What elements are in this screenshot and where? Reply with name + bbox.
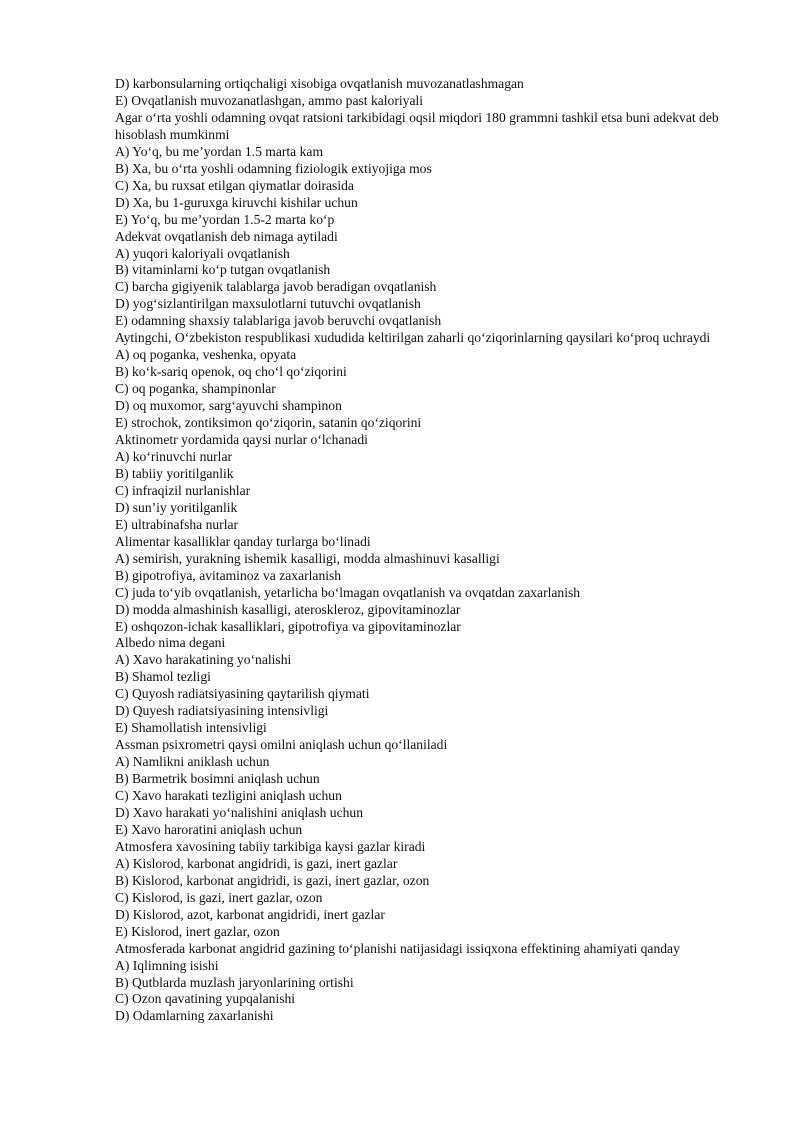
answer-option: B) gipotrofiya, avitaminoz va zaxarlanish (115, 567, 342, 583)
answer-option: A) Xavo harakatining yo‘nalishi (115, 652, 292, 668)
question-text: Alimentar kasalliklar qanday turlarga bo‘linadi (115, 533, 371, 549)
document-page (115, 76, 735, 1025)
answer-option: C) Kislorod, is gazi, inert gazlar, ozon (115, 889, 323, 905)
answer-option: E) Shamollatish intensivligi (115, 720, 267, 736)
answer-option: A) semirish, yurakning ishemik kasalligi, modda almashinuvi kasalligi (115, 550, 500, 566)
question-text: Atmosferada karbonat angidrid gazining to‘planishi natijasidagi issiqxona effektining ahamiyati qanday (115, 940, 680, 956)
answer-option: C) juda to‘yib ovqatlanish, yetarlicha bo‘lmagan ovqatlanish va ovqatdan zaxarlanish (115, 584, 581, 600)
answer-option: E) ultrabinafsha nurlar (115, 516, 239, 532)
answer-option: E) Ovqatlanish muvozanatlashgan, ammo past kaloriyali (115, 92, 424, 108)
answer-option: D) Xa, bu 1-guruxga kiruvchi kishilar uchun (115, 194, 358, 210)
answer-option: B) Xa, bu o‘rta yoshli odamning fiziologik extiyojiga mos (115, 160, 432, 176)
answer-option: B) Shamol tezligi (115, 669, 211, 685)
answer-option: E) Kislorod, inert gazlar, ozon (115, 923, 280, 939)
answer-option: B) Qutblarda muzlash jaryonlarining ortishi (115, 974, 354, 990)
answer-option: C) oq poganka, shampinonlar (115, 381, 276, 397)
question-text: Albedo nima degani (115, 635, 226, 651)
answer-option: E) oshqozon-ichak kasalliklari, gipotrofiya va gipovitaminozlar (115, 618, 461, 634)
answer-option: A) Kislorod, karbonat angidridi, is gazi, inert gazlar (115, 855, 398, 871)
answer-option: D) yog‘sizlantirilgan maxsulotlarni tutuvchi ovqatlanish (115, 296, 421, 312)
question-text: Aktinometr yordamida qaysi nurlar o‘lchanadi (115, 432, 368, 448)
question-text: Atmosfera xavosining tabiiy tarkibiga kaysi gazlar kiradi (115, 838, 426, 854)
answer-option: B) vitaminlarni ko‘p tutgan ovqatlanish (115, 262, 331, 278)
answer-option: B) Kislorod, karbonat angidridi, is gazi, inert gazlar, ozon (115, 872, 430, 888)
answer-option: C) barcha gigiyenik talablarga javob beradigan ovqatlanish (115, 279, 437, 295)
answer-option: E) strochok, zontiksimon qo‘ziqorin, satanin qo‘ziqorini (115, 415, 422, 431)
answer-option: D) Xavo harakati yo‘nalishini aniqlash uchun (115, 804, 364, 820)
answer-option: B) ko‘k-sariq openok, oq cho‘l qo‘ziqorini (115, 364, 347, 380)
answer-option: A) Namlikni aniklash uchun (115, 754, 270, 770)
answer-option: C) infraqizil nurlanishlar (115, 482, 251, 498)
answer-option: C) Xa, bu ruxsat etilgan qiymatlar doirasida (115, 177, 354, 193)
answer-option: A) Iqlimning isishi (115, 957, 219, 973)
answer-option: D) Odamlarning zaxarlanishi (115, 1008, 274, 1024)
question-text: Assman psixrometri qaysi omilni aniqlash uchun qo‘llaniladi (115, 737, 448, 753)
answer-option: A) Yo‘q, bu me’yordan 1.5 marta kam (115, 143, 324, 159)
question-text: Aytingchi, O‘zbekiston respublikasi xududida keltirilgan zaharli qo‘ziqorinlarning qaysilari ko‘proq uchraydi (115, 330, 711, 346)
question-text: Agar o‘rta yoshli odamning ovqat ratsioni tarkibidagi oqsil miqdori 180 grammni tashkil etsa buni adekvat deb hisoblash mumkinmi (115, 109, 719, 142)
question-text: Adekvat ovqatlanish deb nimaga aytiladi (115, 228, 338, 244)
answer-option: C) Xavo harakati tezligini aniqlash uchun (115, 788, 342, 804)
answer-option: D) modda almashinish kasalligi, ateroskleroz, gipovitaminozlar (115, 601, 461, 617)
answer-option: B) Barmetrik bosimni aniqlash uchun (115, 771, 320, 787)
answer-option: A) ko‘rinuvchi nurlar (115, 448, 233, 464)
answer-option: B) tabiiy yoritilganlik (115, 465, 234, 481)
answer-option: A) oq poganka, veshenka, opyata (115, 347, 297, 363)
answer-option: A) yuqori kaloriyali ovqatlanish (115, 245, 290, 261)
answer-option: D) Kislorod, azot, karbonat angidridi, inert gazlar (115, 906, 385, 922)
answer-option: D) karbonsularning ortiqchaligi xisobiga ovqatlanish muvozanatlashmagan (115, 76, 524, 91)
answer-option: C) Quyosh radiatsiyasining qaytarilish qiymati (115, 686, 370, 702)
answer-option: C) Ozon qavatining yupqalanishi (115, 991, 296, 1007)
answer-option: E) Yo‘q, bu me’yordan 1.5-2 marta ko‘p (115, 211, 335, 227)
answer-option: D) Quyesh radiatsiyasining intensivligi (115, 703, 329, 719)
answer-option: E) Xavo haroratini aniqlash uchun (115, 821, 303, 837)
answer-option: D) sun’iy yoritilganlik (115, 499, 238, 515)
answer-option: D) oq muxomor, sarg‘ayuvchi shampinon (115, 398, 342, 414)
answer-option: E) odamning shaxsiy talablariga javob beruvchi ovqatlanish (115, 313, 442, 329)
